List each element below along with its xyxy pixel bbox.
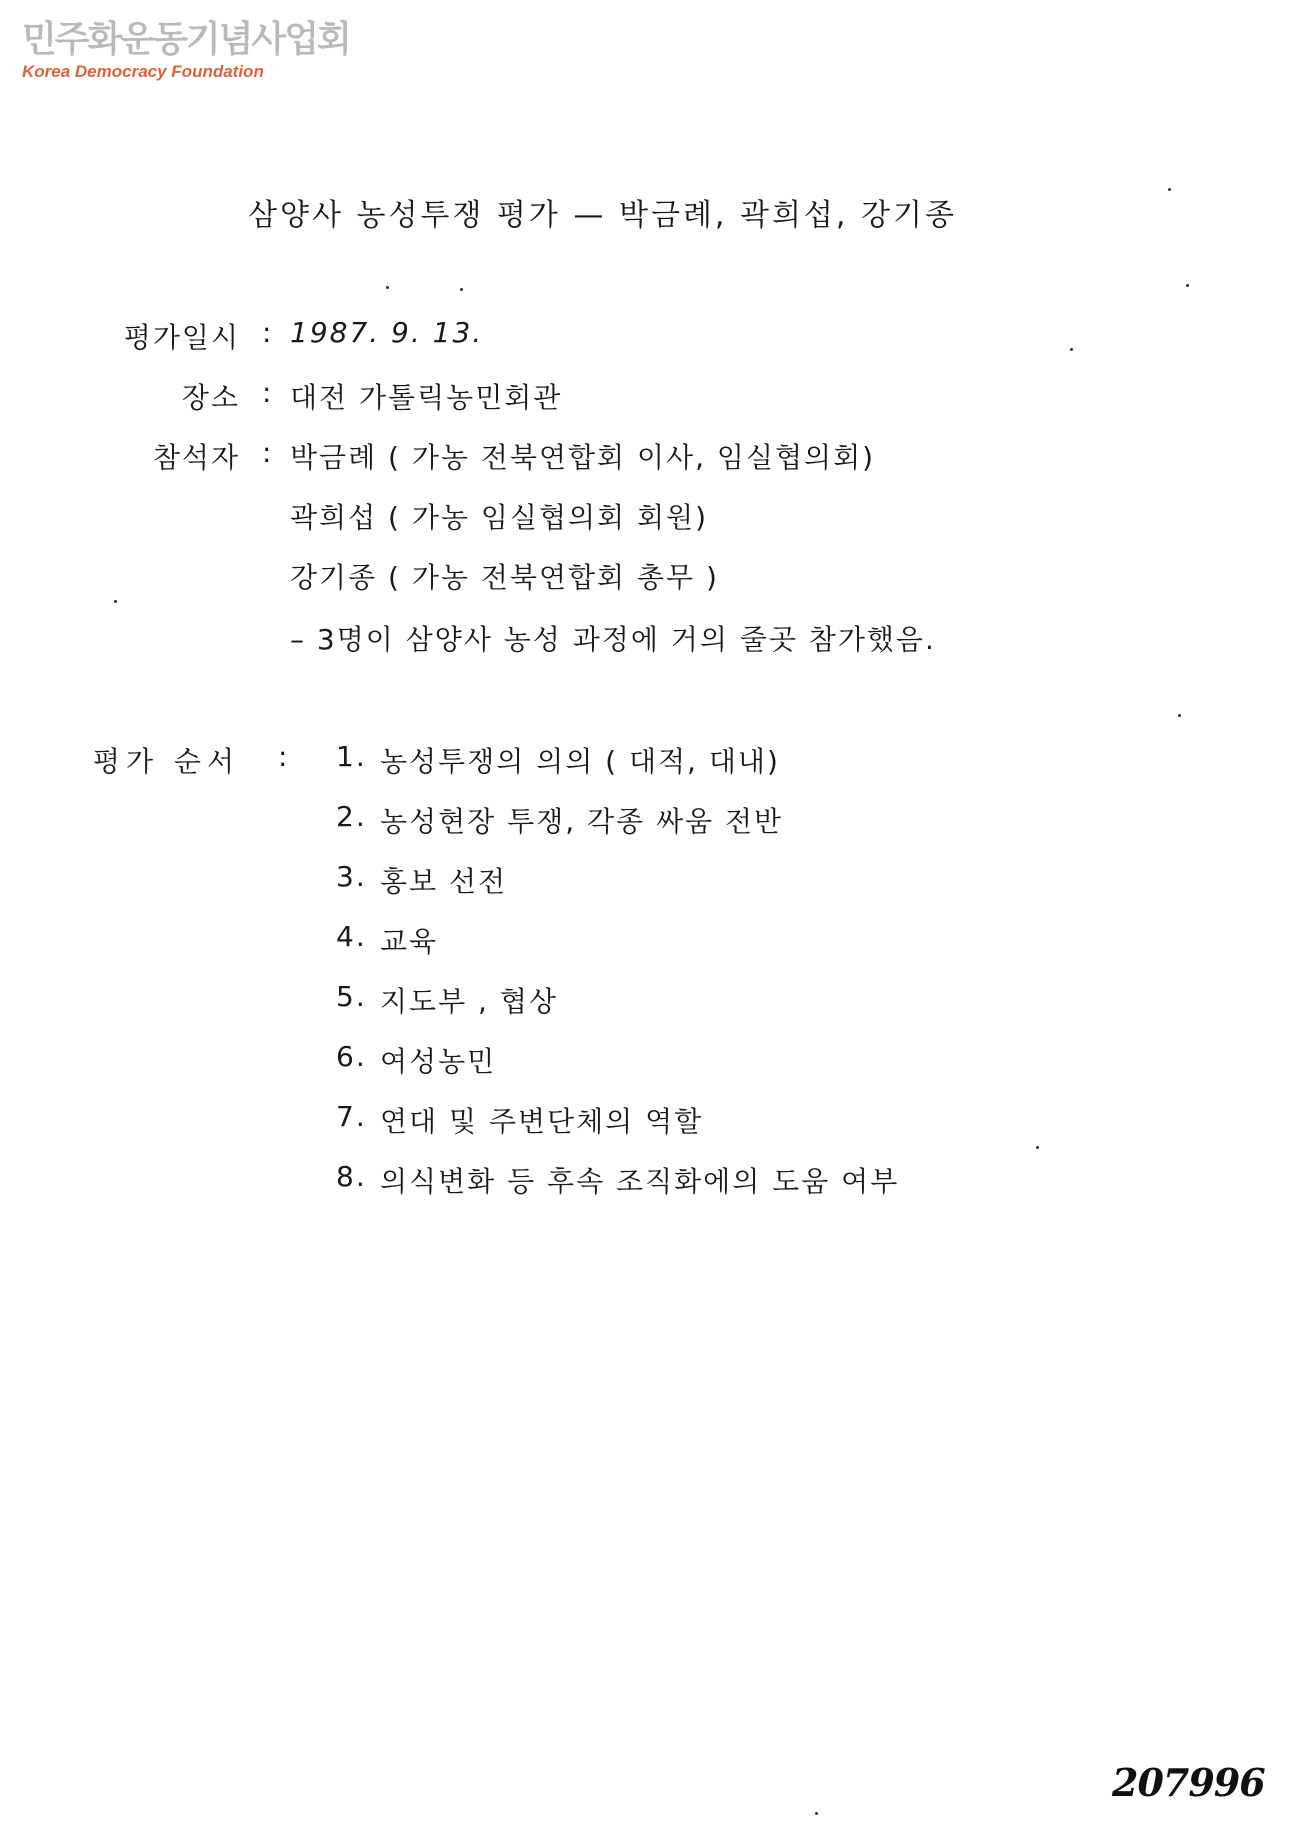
attendees-label: 참석자 — [152, 441, 240, 474]
date-value: 1987. 9. 13. — [290, 316, 484, 349]
attendee-3: 강기종 ( 가농 전북연합회 총무 ) — [290, 561, 719, 594]
watermark-korean: 민주화운동기념사업회 — [22, 19, 350, 60]
attendee-1: 박금례 ( 가농 전북연합회 이사, 임실협의회) — [290, 441, 876, 474]
scan-speck — [1186, 284, 1189, 287]
agenda-item-text: 의식변화 등 후속 조직화에의 도움 여부 — [380, 1165, 900, 1198]
attendees-colon: : — [262, 436, 274, 469]
scan-speck — [114, 600, 117, 603]
agenda-item-text: 농성투쟁의 의의 ( 대적, 대내) — [380, 745, 780, 778]
agenda-item-num: 3. — [336, 860, 367, 893]
scan-speck — [1168, 188, 1171, 191]
document-title: 삼양사 농성투쟁 평가 — 박금례, 곽희섭, 강기종 — [248, 198, 957, 233]
date-colon: : — [262, 316, 274, 349]
scan-speck — [815, 1812, 818, 1815]
agenda-item-num: 1. — [336, 740, 367, 773]
attendees-note: – 3명이 삼양사 농성 과정에 거의 줄곳 참가했음. — [290, 623, 936, 656]
scan-speck — [1178, 714, 1181, 717]
attendee-2: 곽희섭 ( 가농 임실협의회 회원) — [290, 501, 709, 534]
watermark — [22, 18, 350, 82]
agenda-item-text: 교육 — [380, 925, 439, 958]
agenda-item-text: 연대 및 주변단체의 역할 — [380, 1105, 704, 1138]
watermark-english: Korea Democracy Foundation — [22, 62, 264, 81]
agenda-item-text: 홍보 선전 — [380, 865, 508, 898]
handwritten-document-number: 207996 — [1112, 1760, 1265, 1805]
agenda-item-num: 2. — [336, 800, 367, 833]
agenda-item-text: 지도부 , 협상 — [380, 985, 558, 1018]
date-label: 평가일시 — [123, 321, 240, 354]
agenda-item-num: 8. — [336, 1160, 367, 1193]
agenda-item-num: 4. — [336, 920, 367, 953]
agenda-colon: : — [278, 740, 290, 773]
place-label: 장소 — [181, 381, 240, 414]
scan-speck — [1036, 1146, 1039, 1149]
place-value: 대전 가톨릭농민회관 — [290, 381, 563, 414]
scan-speck — [460, 288, 463, 291]
agenda-item-num: 6. — [336, 1040, 367, 1073]
scan-speck — [1070, 348, 1073, 351]
agenda-item-num: 5. — [336, 980, 367, 1013]
agenda-item-text: 여성농민 — [380, 1045, 497, 1078]
place-colon: : — [262, 376, 274, 409]
scan-speck — [386, 286, 389, 289]
agenda-label: 평가 순서 — [92, 745, 240, 778]
agenda-item-text: 농성현장 투쟁, 각종 싸움 전반 — [380, 805, 784, 838]
agenda-item-num: 7. — [336, 1100, 367, 1133]
